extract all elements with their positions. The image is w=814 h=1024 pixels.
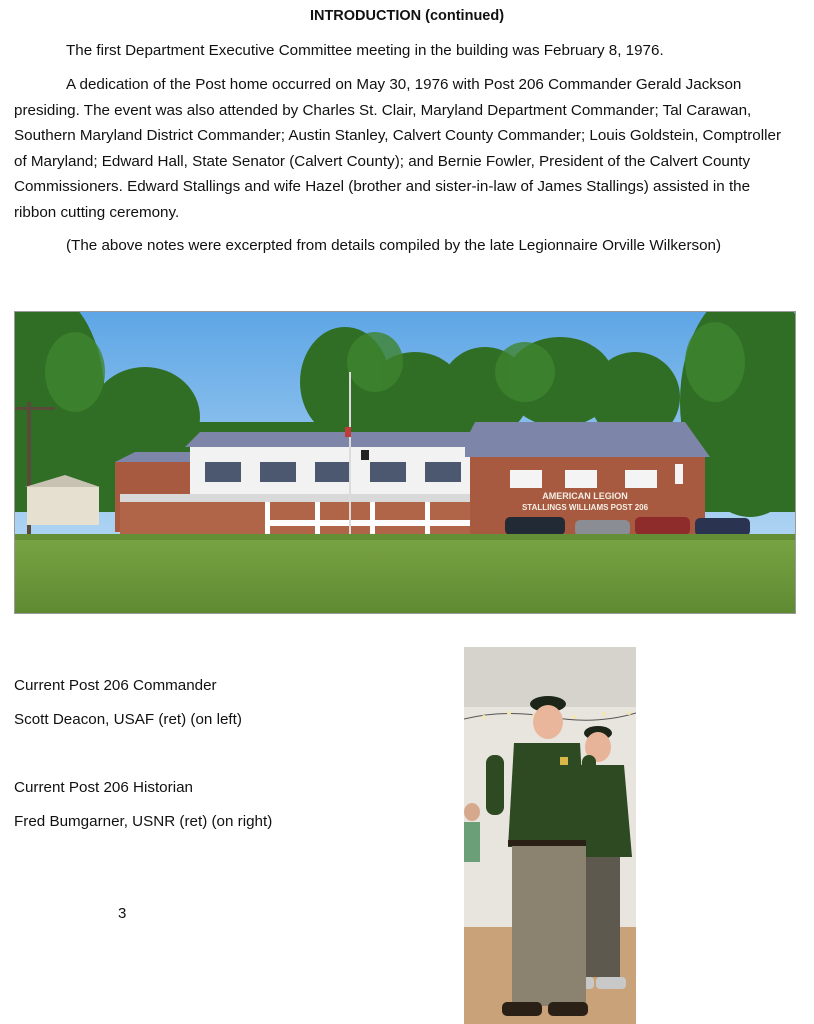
post-building-photo	[14, 311, 796, 614]
building-sign-line1: AMERICAN LEGION	[542, 491, 628, 501]
commander-name: Scott Deacon, USAF (ret) (on left)	[14, 711, 242, 728]
historian-name: Fred Bumgarner, USNR (ret) (on right)	[14, 813, 273, 830]
paragraph-committee-meeting: The first Department Executive Committee meeting in the building was February 8, 1976.	[66, 42, 664, 59]
building-sign-line2: STALLINGS WILLIAMS POST 206	[521, 503, 649, 512]
paragraph-dedication: A dedication of the Post home occurred on May 30, 1976 with Post 206 Commander Gerald Jackson presiding. The event was also attended by Charles St. Clair, Maryland Department Commander; Tal Carawan, Southern Maryland District Commander; Austin Stanley, Calvert County Commander; Louis Goldstein, Comptroller of Maryland; Edward Hall, State Senator (Calvert County); and Bernie Fowler, President of the Calvert County Commissioners. Edward Stallings and wife Hazel (brother and sister-in-law of James Stallings) assisted in the ribbon cutting ceremony.	[14, 76, 782, 221]
historian-title: Current Post 206 Historian	[14, 779, 193, 796]
commander-title: Current Post 206 Commander	[14, 677, 217, 694]
page-heading: INTRODUCTION (continued)	[309, 8, 505, 24]
paragraph-source-note: (The above notes were excerpted from details compiled by the late Legionnaire Orville Wilkerson)	[66, 237, 722, 254]
page-number: 3	[118, 905, 127, 922]
commander-historian-photo	[464, 647, 636, 1024]
